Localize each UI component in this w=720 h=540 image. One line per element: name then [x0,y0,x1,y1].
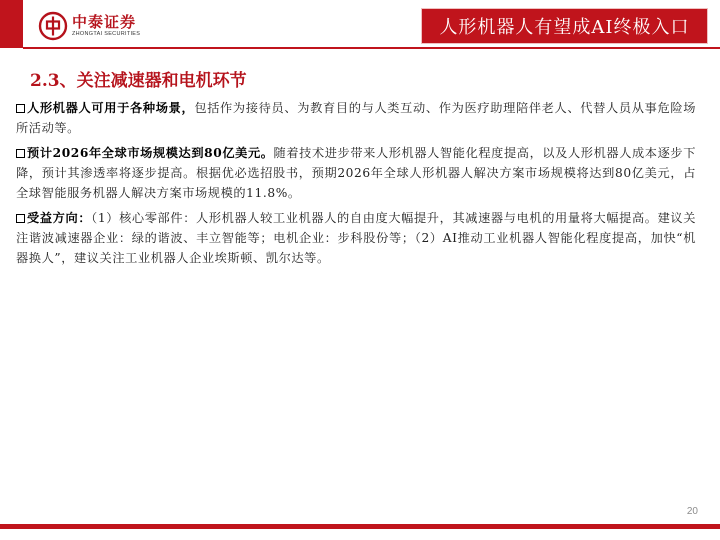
paragraph-text: 随着技术进步带来人形机器人智能化程度提高，以及人形机器人成本逐步下降，预计其渗透率将逐步提高。根据优必选招股书，预期2026年全球人形机器人解决方案市场规模将达到80亿美元，占全球智能服务机器人解决方案市场规模的11.8%。 [16,146,696,200]
paragraph-lead: 受益方向： [27,211,92,225]
slide-title: 人形机器人有望成AI终极入口 [439,17,690,38]
zhongtai-logo-icon [38,11,68,41]
slide-title-banner [421,8,708,44]
section-title: 2.3、关注减速器和电机环节 [30,71,247,91]
page-number: 20 [686,506,698,517]
logo-english-name: ZHONGTAI SECURITIES [72,31,141,37]
header-left-bar [0,0,23,48]
paragraph-market-size [16,143,696,203]
footer-bar [0,524,720,529]
paragraph-scenarios [16,98,696,138]
checkbox-bullet-icon [16,149,25,158]
paragraph-text: 包括作为接待员、为教育目的与人类互动、作为医疗助理陪伴老人、代替人员从事危险场所活动等。 [16,101,696,135]
paragraph-beneficiaries [16,208,696,268]
checkbox-bullet-icon [16,214,25,223]
logo-chinese-name: 中泰证券 [72,13,137,31]
paragraph-text: （1）核心零部件：人形机器人较工业机器人的自由度大幅提升，其减速器与电机的用量将大幅提高。建议关注谐波减速器企业：绿的谐波、丰立智能等；电机企业：步科股份等；（2）AI推动工业机器人智能化程度提高，加快“机器换人”，建议关注工业机器人企业埃斯顿、凯尔达等。 [16,211,697,265]
paragraph-lead: 人形机器人可用于各种场景， [27,101,195,115]
header-divider [23,47,720,49]
content-body [16,98,696,273]
paragraph-lead: 预计2026年全球市场规模达到80亿美元。 [27,146,274,160]
checkbox-bullet-icon [16,104,25,113]
company-logo [38,11,140,41]
